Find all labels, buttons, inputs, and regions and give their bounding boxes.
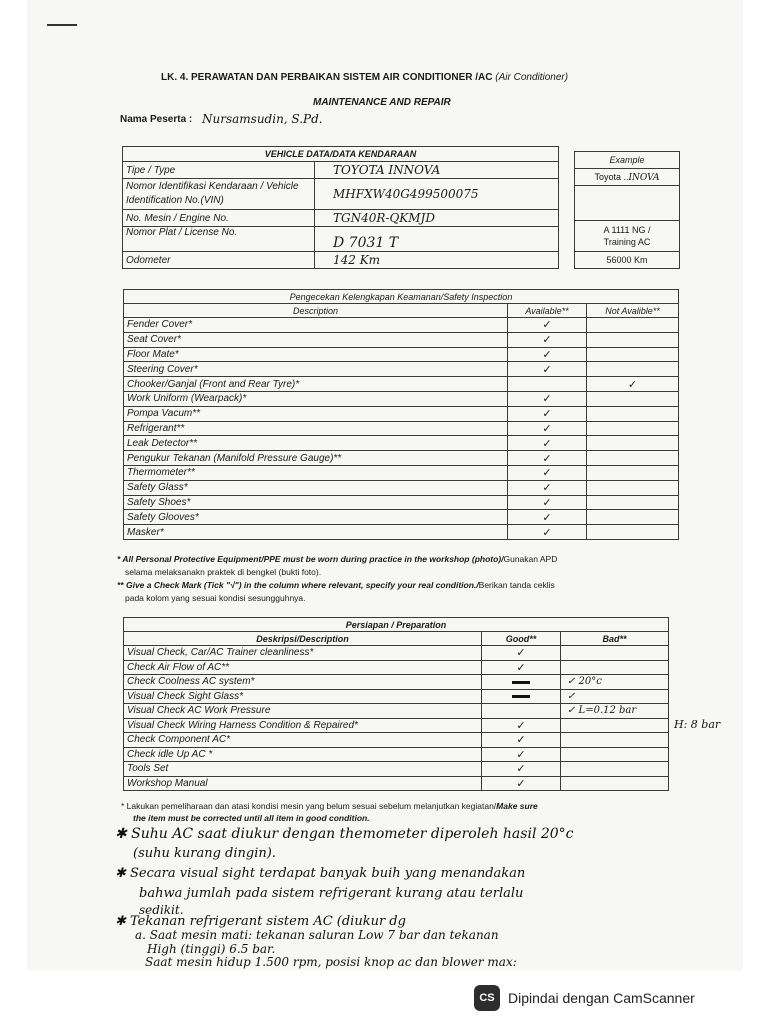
license-no-value: D 7031 T xyxy=(315,227,559,252)
table-row xyxy=(124,747,669,762)
crossed-out-mark xyxy=(482,689,561,704)
table-row xyxy=(124,718,669,733)
camscanner-watermark xyxy=(474,985,695,1011)
table-row xyxy=(124,451,679,466)
worksheet-subtitle: MAINTENANCE AND REPAIR xyxy=(313,97,451,108)
table-row xyxy=(124,510,679,525)
scanned-sheet xyxy=(27,0,743,970)
safety-title: Pengecekan Kelengkapan Keamanan/Safety Inspection xyxy=(124,290,679,304)
check-mark xyxy=(587,495,679,510)
check-mark xyxy=(587,451,679,466)
safety-item: Seat Cover* xyxy=(124,332,508,347)
check-mark xyxy=(587,347,679,362)
handwritten-line: (suhu kurang dingin). xyxy=(133,846,276,861)
check-mark: ✓ xyxy=(508,362,587,377)
check-note-rest: Berikan tanda ceklis xyxy=(478,580,555,590)
check-mark xyxy=(587,436,679,451)
table-row xyxy=(124,495,679,510)
vin-label: Nomor Identifikasi Kendaraan / Vehicle Identification No.(VIN) xyxy=(123,179,315,210)
check-mark: ✓ xyxy=(482,660,561,675)
example-type xyxy=(575,169,680,186)
check-mark xyxy=(587,510,679,525)
check-mark xyxy=(587,525,679,540)
check-mark: ✓ xyxy=(508,391,587,406)
check-mark xyxy=(561,733,669,748)
prep-item: Check Air Flow of AC** xyxy=(124,660,482,675)
table-row xyxy=(124,776,669,791)
preparation-table xyxy=(123,617,669,791)
check-mark xyxy=(587,465,679,480)
example-type-hand: INOVA xyxy=(628,172,660,183)
check-note-line2: pada kolom yang sesuai kondisi sesungguhnya. xyxy=(125,593,306,603)
table-row xyxy=(124,762,669,777)
safety-item: Leak Detector** xyxy=(124,436,508,451)
safety-col-description: Description xyxy=(124,304,508,318)
prep-item: Check idle Up AC * xyxy=(124,747,482,762)
engine-no-value: TGN40R-QKMJD xyxy=(315,210,559,227)
vehicle-data-heading: VEHICLE DATA/DATA KENDARAAN xyxy=(123,147,559,162)
title-main: LK. 4. PERAWATAN DAN PERBAIKAN SISTEM AIR CONDITIONER /AC xyxy=(161,72,496,83)
safety-item: Steering Cover* xyxy=(124,362,508,377)
handwritten-line: ✱ Suhu AC saat diukur dengan themometer diperoleh hasil 20°c xyxy=(115,826,574,842)
example-plate xyxy=(575,221,680,252)
check-mark: ✓ xyxy=(508,421,587,436)
crossed-out-mark xyxy=(482,675,561,690)
vehicle-data-table xyxy=(122,146,559,269)
odometer-label: Odometer xyxy=(123,252,315,269)
example-table xyxy=(574,151,680,269)
check-mark: ✓ xyxy=(482,747,561,762)
check-mark: ✓ xyxy=(482,718,561,733)
prep-footnote-b: Make sure xyxy=(496,801,538,811)
license-no-label: Nomor Plat / License No. xyxy=(123,227,315,252)
check-mark: ✓ xyxy=(508,451,587,466)
prep-footnote xyxy=(121,800,538,824)
check-mark xyxy=(561,660,669,675)
prep-footnote-c: the item must be corrected until all item in good condition. xyxy=(133,813,370,823)
check-mark xyxy=(587,421,679,436)
table-row xyxy=(124,733,669,748)
check-mark xyxy=(587,318,679,333)
vehicle-type-label: Tipe / Type xyxy=(123,162,315,179)
table-row xyxy=(124,436,679,451)
safety-col-available: Available** xyxy=(508,304,587,318)
ppe-note-line2: selama melaksanakn praktek di bengkel (bukti foto). xyxy=(125,567,322,577)
safety-col-not-available: Not Avalible** xyxy=(587,304,679,318)
example-blank xyxy=(575,186,680,221)
engine-no-label: No. Mesin / Engine No. xyxy=(123,210,315,227)
prep-footnote-a: * Lakukan pemeliharaan dan atasi kondisi mesin yang belum sesuai sebelum melanjutkan kegiatan/ xyxy=(121,801,497,811)
table-row xyxy=(124,332,679,347)
table-row xyxy=(124,318,679,333)
check-mark: ✓ xyxy=(482,646,561,661)
handwritten-line: ✱ Tekanan refrigerant sistem AC (diukur dg xyxy=(115,914,406,929)
check-mark: ✓ xyxy=(587,377,679,392)
check-mark xyxy=(587,391,679,406)
prep-col-description: Deskripsi/Description xyxy=(124,632,482,646)
safety-item: Fender Cover* xyxy=(124,318,508,333)
prep-item: Visual Check Wiring Harness Condition & Repaired* xyxy=(124,718,482,733)
prep-item: Check Component AC* xyxy=(124,733,482,748)
table-row xyxy=(124,465,679,480)
participant-name-value: Nursamsudin, S.Pd. xyxy=(202,112,323,126)
check-mark: ✓ xyxy=(508,465,587,480)
prep-col-bad: Bad** xyxy=(561,632,669,646)
handwritten-line: High (tinggi) 6.5 bar. xyxy=(147,942,276,956)
pen-mark xyxy=(47,24,77,26)
check-mark: ✓ xyxy=(508,510,587,525)
check-mark xyxy=(587,480,679,495)
table-row xyxy=(124,347,679,362)
handwritten-line: sedikit. xyxy=(139,903,184,917)
prep-title: Persiapan / Preparation xyxy=(124,618,669,632)
check-mark xyxy=(561,762,669,777)
safety-item: Work Uniform (Wearpack)* xyxy=(124,391,508,406)
safety-item: Safety Glass* xyxy=(124,480,508,495)
prep-item: Visual Check, Car/AC Trainer cleanliness* xyxy=(124,646,482,661)
check-mark xyxy=(482,704,561,719)
prep-item: Workshop Manual xyxy=(124,776,482,791)
table-row xyxy=(124,391,679,406)
prep-item: Visual Check AC Work Pressure xyxy=(124,704,482,719)
safety-item: Chooker/Ganjal (Front and Rear Tyre)* xyxy=(124,377,508,392)
example-plate-line1: A 1111 NG / xyxy=(603,225,651,235)
vehicle-type-value: TOYOTA INNOVA xyxy=(315,162,559,179)
safety-item: Safety Glooves* xyxy=(124,510,508,525)
safety-item: Floor Mate* xyxy=(124,347,508,362)
check-mark xyxy=(561,718,669,733)
check-mark xyxy=(561,776,669,791)
check-mark: ✓ xyxy=(508,436,587,451)
check-mark: ✓ xyxy=(508,525,587,540)
check-mark: ✓ 20°c xyxy=(561,675,669,690)
high-pressure-note: H: 8 bar xyxy=(674,718,721,731)
table-row xyxy=(124,646,669,661)
table-row xyxy=(124,704,669,719)
safety-item: Pengukur Tekanan (Manifold Pressure Gauge)** xyxy=(124,451,508,466)
example-odometer: 56000 Km xyxy=(575,252,680,269)
worksheet-title xyxy=(161,72,568,83)
check-mark: ✓ xyxy=(508,406,587,421)
table-row xyxy=(124,480,679,495)
ppe-note-bold: * All Personal Protective Equipment/PPE must be worn during practice in the workshop (photo)/ xyxy=(117,554,504,564)
safety-item: Safety Shoes* xyxy=(124,495,508,510)
ppe-note xyxy=(117,553,557,605)
example-type-prefix: Toyota .. xyxy=(594,171,629,182)
check-mark: ✓ xyxy=(561,689,669,704)
table-row xyxy=(124,377,679,392)
safety-item: Pompa Vacum** xyxy=(124,406,508,421)
participant-name-label: Nama Peserta : xyxy=(120,114,193,125)
prep-col-good: Good** xyxy=(482,632,561,646)
check-mark: ✓ xyxy=(508,332,587,347)
check-mark xyxy=(587,362,679,377)
ppe-note-rest: Gunakan APD xyxy=(503,554,558,564)
check-mark: ✓ L=0.12 bar xyxy=(561,704,669,719)
check-note-bold: ** Give a Check Mark (Tick "√") in the column where relevant, specify your real condition./ xyxy=(117,580,479,590)
safety-item: Masker* xyxy=(124,525,508,540)
handwritten-line: ✱ Secara visual sight terdapat banyak buih yang menandakan xyxy=(115,866,526,881)
safety-item: Refrigerant** xyxy=(124,421,508,436)
handwritten-line: Saat mesin hidup 1.500 rpm, posisi knop ac dan blower max: xyxy=(145,955,517,969)
safety-inspection-table xyxy=(123,289,679,540)
handwritten-line: a. Saat mesin mati: tekanan saluran Low 7 bar dan tekanan xyxy=(135,928,499,942)
check-mark xyxy=(508,377,587,392)
prep-item: Visual Check Sight Glass* xyxy=(124,689,482,704)
check-mark xyxy=(561,646,669,661)
prep-item: Check Coolness AC system* xyxy=(124,675,482,690)
safety-item: Thermometer** xyxy=(124,465,508,480)
check-mark: ✓ xyxy=(508,495,587,510)
table-row xyxy=(124,406,679,421)
camscanner-text: Dipindai dengan CamScanner xyxy=(508,990,695,1006)
check-mark: ✓ xyxy=(508,480,587,495)
check-mark: ✓ xyxy=(508,318,587,333)
check-mark: ✓ xyxy=(508,347,587,362)
prep-item: Tools Set xyxy=(124,762,482,777)
table-row xyxy=(124,362,679,377)
example-heading: Example xyxy=(575,152,680,169)
title-paren: (Air Conditioner) xyxy=(495,72,569,83)
check-mark: ✓ xyxy=(482,762,561,777)
example-plate-line2: Training AC xyxy=(603,237,651,247)
table-row xyxy=(124,660,669,675)
handwritten-line: bahwa jumlah pada sistem refrigerant kurang atau terlalu xyxy=(139,886,524,901)
check-mark xyxy=(561,747,669,762)
odometer-value: 142 Km xyxy=(315,252,559,269)
check-mark xyxy=(587,332,679,347)
table-row xyxy=(124,675,669,690)
vin-value: MHFXW40G499500075 xyxy=(315,179,559,210)
table-row xyxy=(124,525,679,540)
check-mark: ✓ xyxy=(482,776,561,791)
table-row xyxy=(124,421,679,436)
table-row xyxy=(124,689,669,704)
check-mark xyxy=(587,406,679,421)
check-mark: ✓ xyxy=(482,733,561,748)
camscanner-logo: CS xyxy=(474,985,500,1011)
